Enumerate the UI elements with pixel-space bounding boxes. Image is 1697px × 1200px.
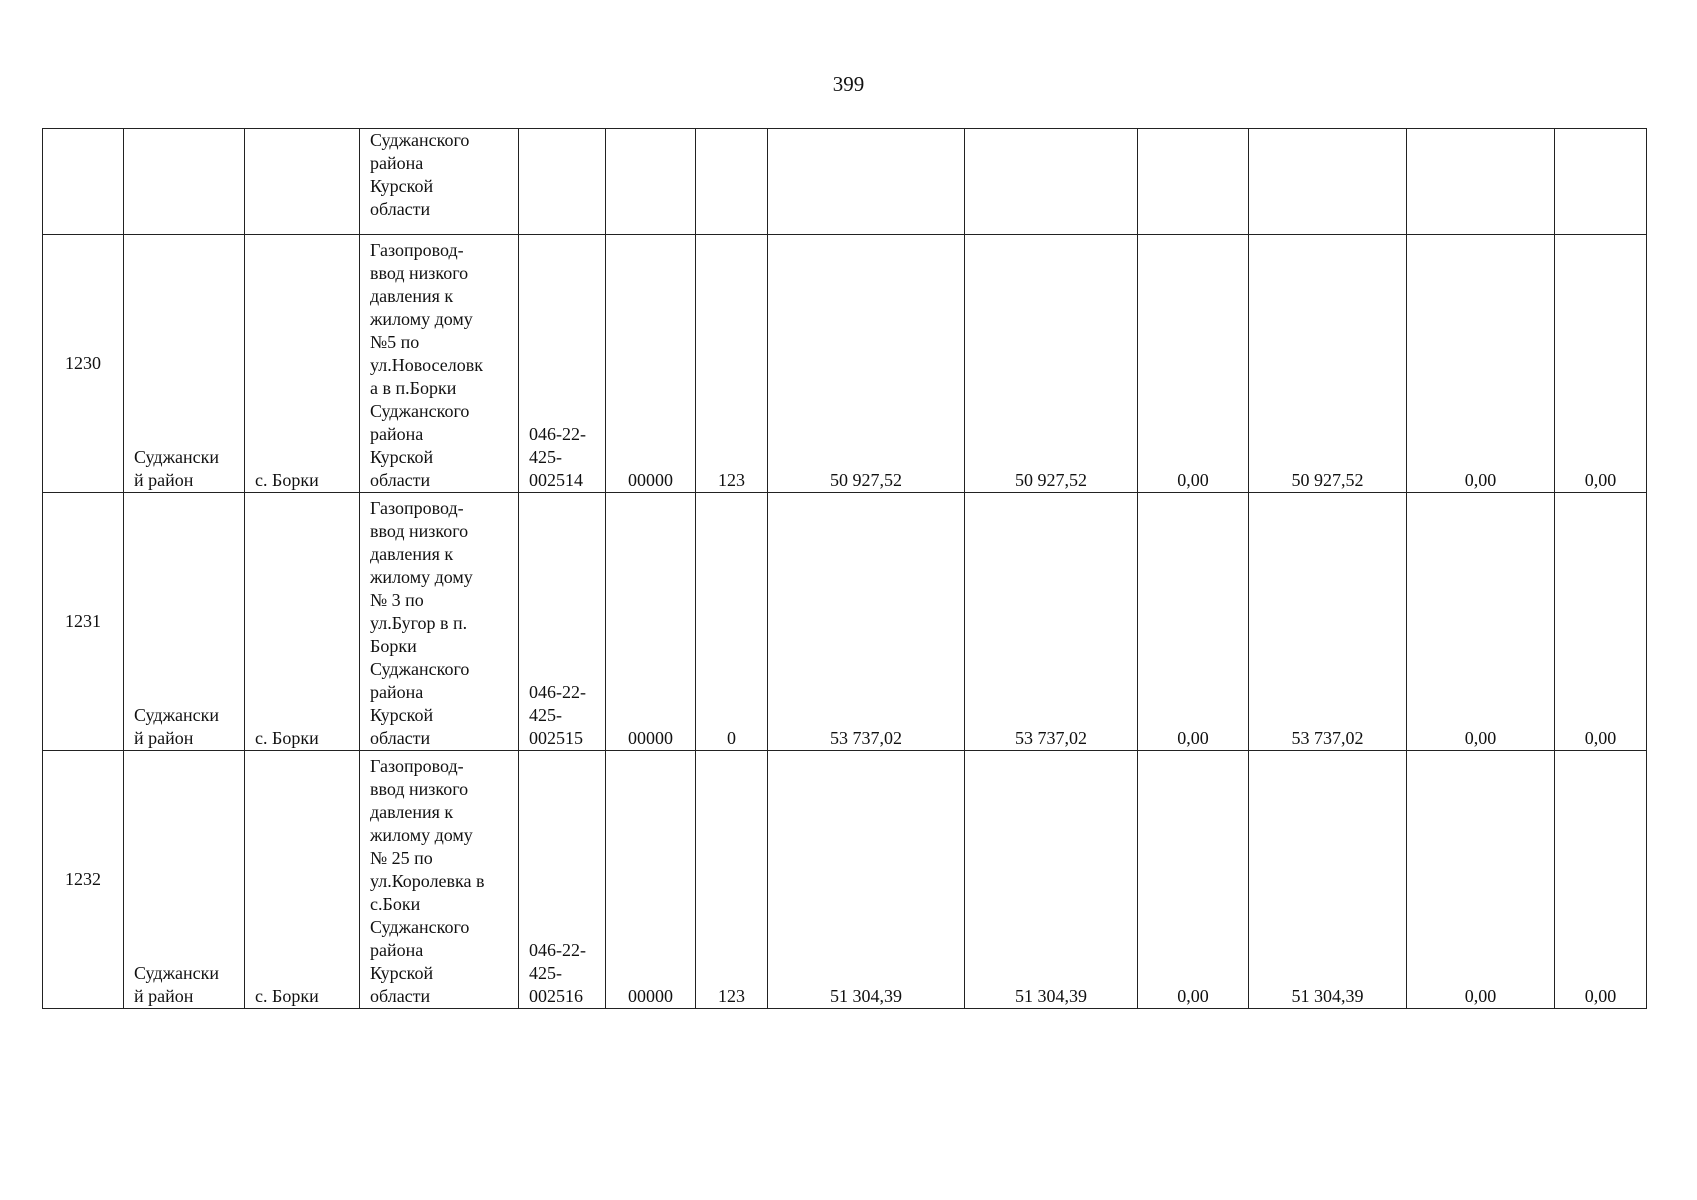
object-name-cell: Суджанского района Курской области bbox=[360, 129, 519, 235]
value-cell: 53 737,02 bbox=[1249, 493, 1407, 751]
object-name-cell: Газопровод- ввод низкого давления к жилому дому №5 по ул.Новоселовк а в п.Борки Суджанского района Курской области bbox=[360, 235, 519, 493]
value-cell: 0,00 bbox=[1138, 751, 1249, 1009]
property-table bbox=[42, 128, 1647, 1009]
district-cell: Суджански й район bbox=[124, 751, 245, 1009]
value-cell: 0,00 bbox=[1138, 493, 1249, 751]
cadastral-code-cell: 046-22- 425- 002516 bbox=[519, 751, 606, 1009]
value-cell: 51 304,39 bbox=[965, 751, 1138, 1009]
table-row bbox=[43, 751, 1647, 1009]
value-cell: 0,00 bbox=[1555, 235, 1647, 493]
locality-cell: с. Борки bbox=[245, 751, 360, 1009]
value-cell: 50 927,52 bbox=[965, 235, 1138, 493]
quantity-cell: 123 bbox=[696, 235, 768, 493]
district-cell: Суджански й район bbox=[124, 493, 245, 751]
value-cell: 53 737,02 bbox=[768, 493, 965, 751]
table-row bbox=[43, 493, 1647, 751]
code-cell: 00000 bbox=[606, 751, 696, 1009]
code-cell: 00000 bbox=[606, 235, 696, 493]
value-cell: 0,00 bbox=[1407, 235, 1555, 493]
quantity-cell: 123 bbox=[696, 751, 768, 1009]
table-row-continuation bbox=[43, 129, 1647, 235]
row-number-cell: 1231 bbox=[43, 493, 124, 751]
value-cell: 51 304,39 bbox=[768, 751, 965, 1009]
cadastral-code-cell: 046-22- 425- 002514 bbox=[519, 235, 606, 493]
value-cell: 53 737,02 bbox=[965, 493, 1138, 751]
value-cell: 0,00 bbox=[1555, 493, 1647, 751]
value-cell: 0,00 bbox=[1555, 751, 1647, 1009]
object-name-cell: Газопровод- ввод низкого давления к жилому дому № 25 по ул.Королевка в с.Боки Суджанского района Курской области bbox=[360, 751, 519, 1009]
value-cell: 0,00 bbox=[1407, 751, 1555, 1009]
locality-cell: с. Борки bbox=[245, 235, 360, 493]
value-cell: 50 927,52 bbox=[768, 235, 965, 493]
value-cell: 51 304,39 bbox=[1249, 751, 1407, 1009]
code-cell: 00000 bbox=[606, 493, 696, 751]
locality-cell: с. Борки bbox=[245, 493, 360, 751]
row-number-cell: 1230 bbox=[43, 235, 124, 493]
quantity-cell: 0 bbox=[696, 493, 768, 751]
row-number-cell: 1232 bbox=[43, 751, 124, 1009]
object-name-cell: Газопровод- ввод низкого давления к жилому дому № 3 по ул.Бугор в п. Борки Суджанского района Курской области bbox=[360, 493, 519, 751]
value-cell: 0,00 bbox=[1407, 493, 1555, 751]
value-cell: 0,00 bbox=[1138, 235, 1249, 493]
table-row bbox=[43, 235, 1647, 493]
cadastral-code-cell: 046-22- 425- 002515 bbox=[519, 493, 606, 751]
page-number: 399 bbox=[832, 72, 865, 96]
value-cell: 50 927,52 bbox=[1249, 235, 1407, 493]
district-cell: Суджански й район bbox=[124, 235, 245, 493]
